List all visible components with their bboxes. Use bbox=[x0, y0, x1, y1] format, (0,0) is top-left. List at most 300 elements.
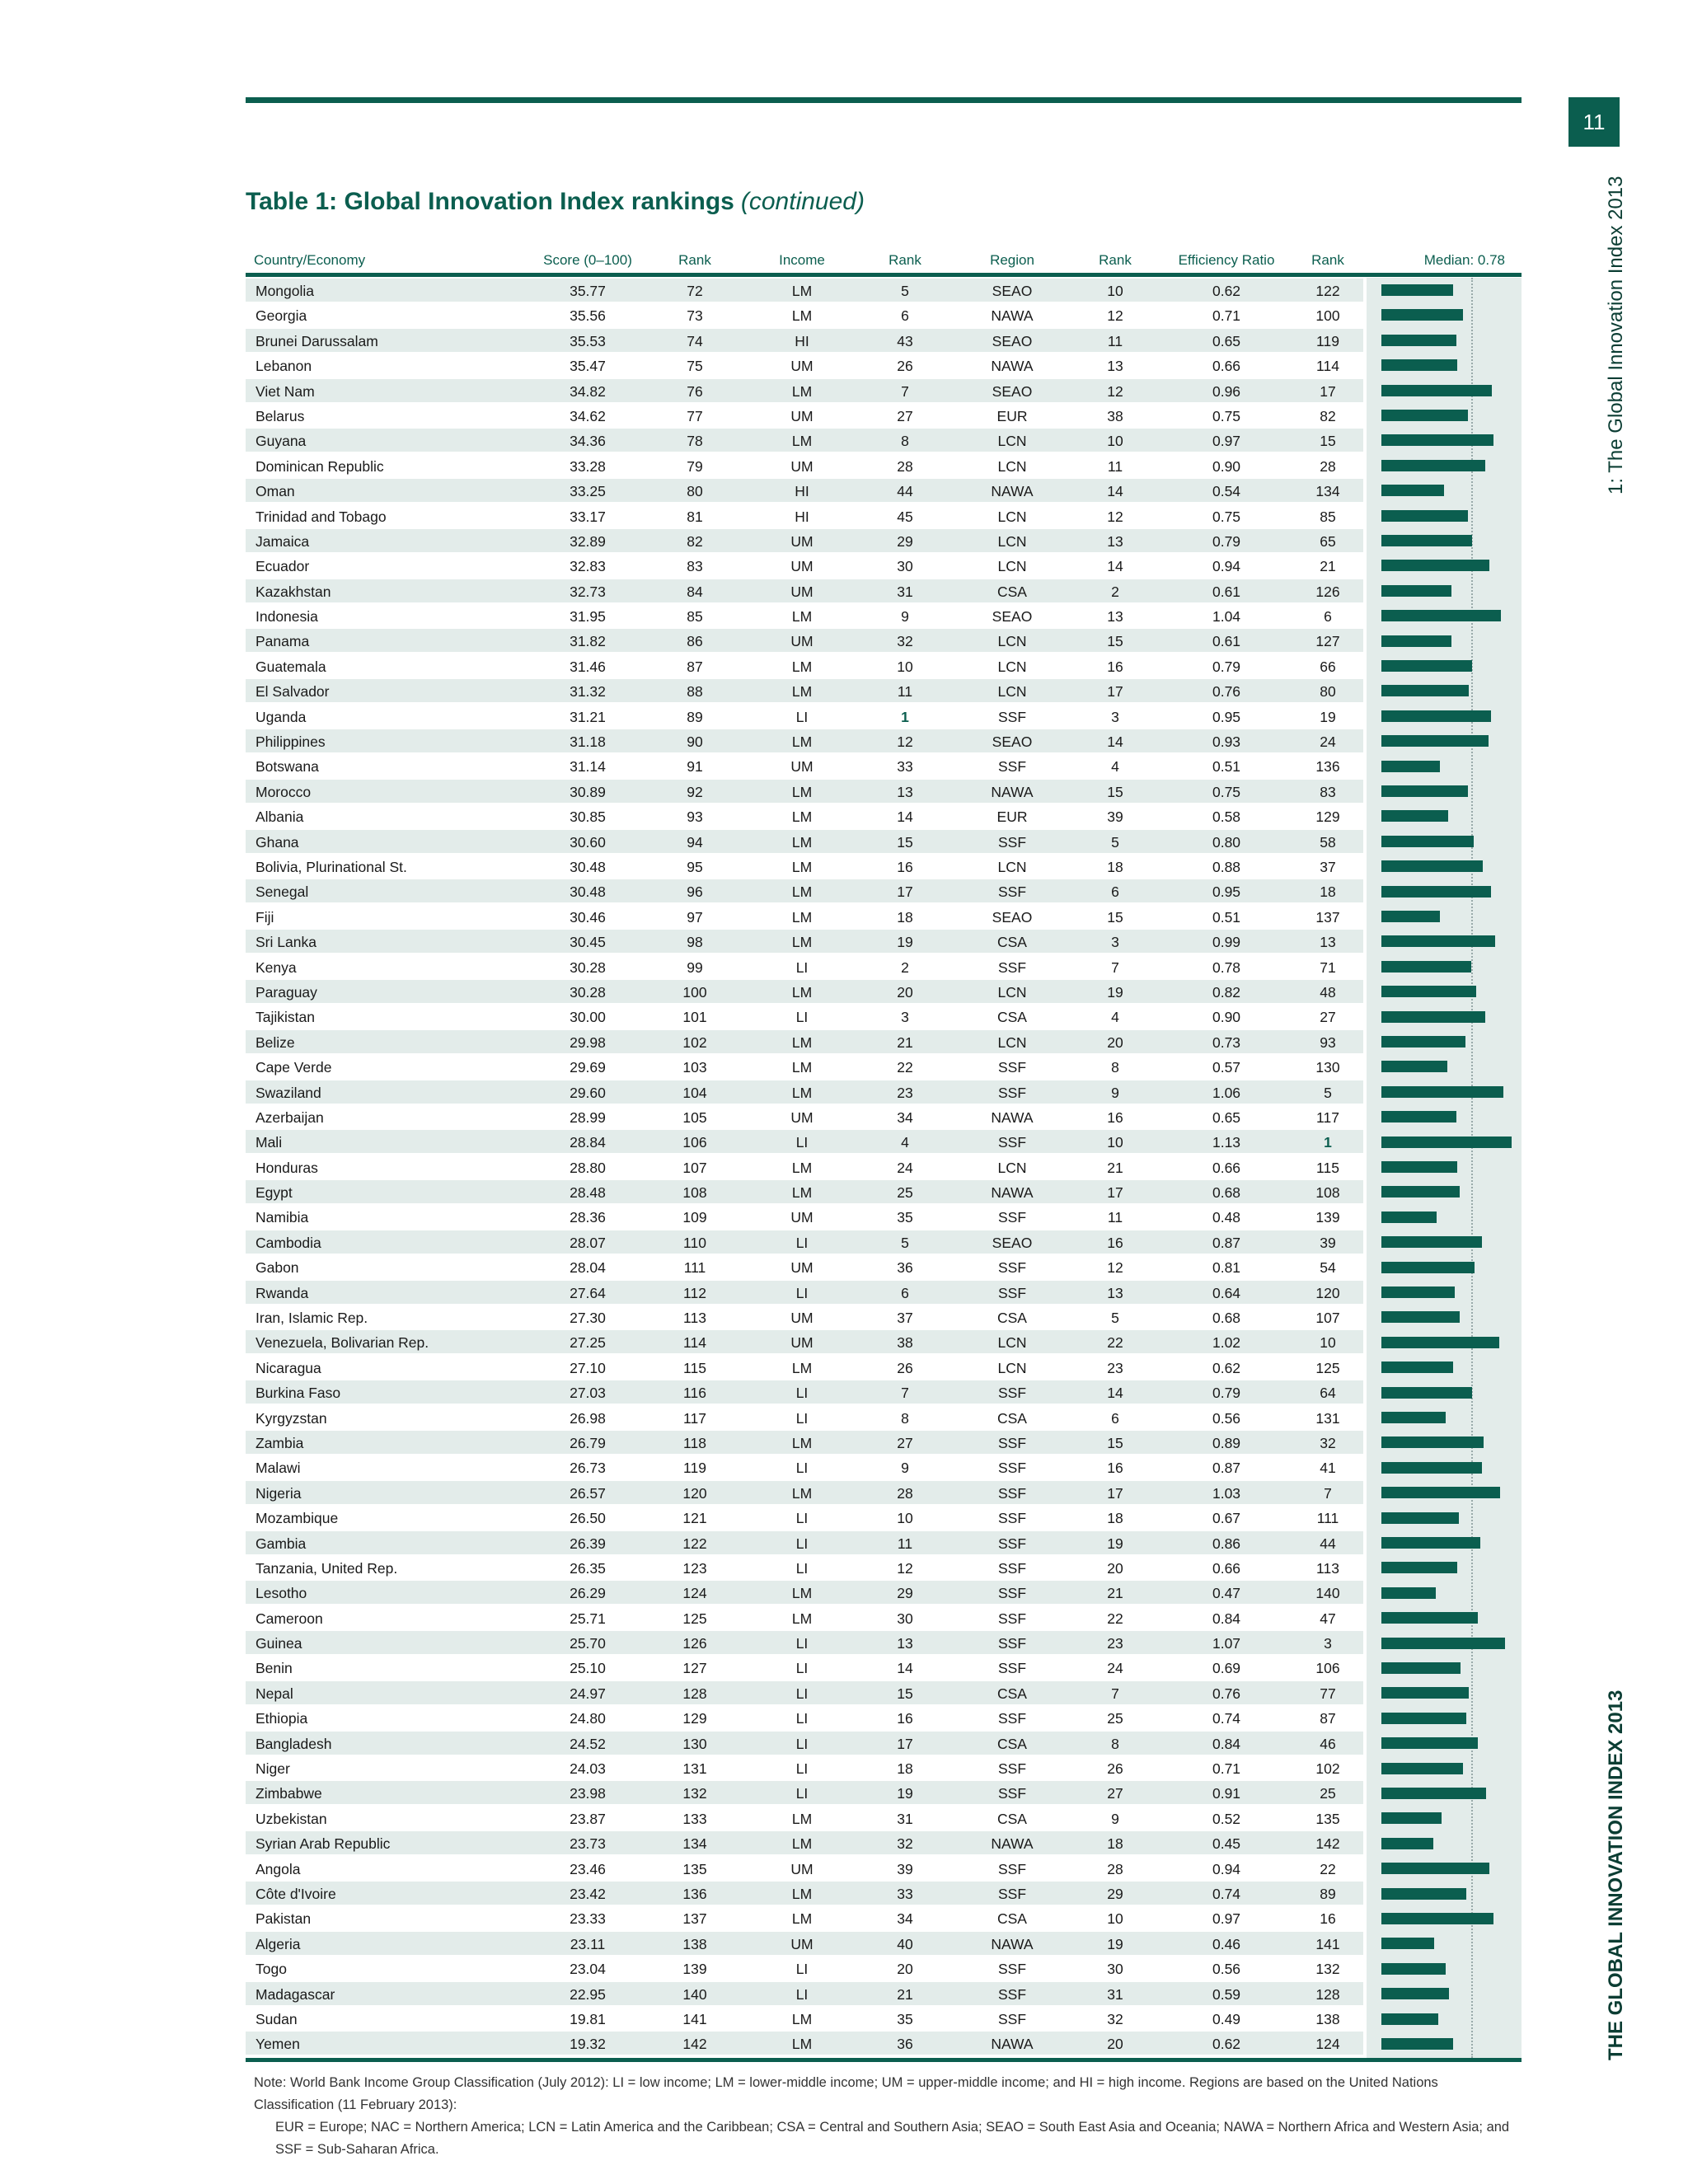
table-row bbox=[246, 954, 1522, 979]
cell-rank-efficiency: 46 bbox=[1320, 1735, 1336, 1752]
cell-rank-income: 17 bbox=[897, 883, 913, 901]
efficiency-bar bbox=[1381, 1361, 1453, 1373]
efficiency-bar bbox=[1381, 1888, 1466, 1900]
efficiency-bar bbox=[1381, 1186, 1460, 1197]
cell-rank-income: 13 bbox=[897, 783, 913, 800]
cell-rank-overall: 99 bbox=[687, 958, 703, 976]
cell-rank-efficiency: 102 bbox=[1315, 1760, 1340, 1778]
cell-region: LCN bbox=[997, 633, 1027, 650]
cell-income: UM bbox=[790, 758, 814, 776]
efficiency-bar bbox=[1381, 1412, 1446, 1423]
efficiency-bar bbox=[1381, 1036, 1465, 1047]
cell-rank-region: 13 bbox=[1107, 1284, 1123, 1301]
efficiency-bar bbox=[1381, 1011, 1485, 1023]
cell-income: LM bbox=[791, 283, 813, 299]
cell-region: SSF bbox=[997, 1510, 1027, 1527]
cell-region: LCN bbox=[997, 558, 1027, 575]
cell-rank-efficiency: 6 bbox=[1324, 608, 1332, 626]
table-row bbox=[246, 1204, 1522, 1229]
cell-income: LM bbox=[791, 382, 813, 400]
table-row bbox=[246, 704, 1522, 729]
table-row bbox=[246, 1455, 1522, 1479]
efficiency-bar bbox=[1381, 710, 1491, 722]
cell-rank-overall: 133 bbox=[682, 1810, 707, 1827]
cell-rank-region: 12 bbox=[1107, 382, 1123, 400]
efficiency-bar bbox=[1381, 1562, 1457, 1573]
cell-rank-region: 10 bbox=[1107, 433, 1123, 450]
cell-rank-income: 10 bbox=[897, 658, 913, 675]
cell-efficiency: 1.13 bbox=[1212, 1134, 1241, 1151]
cell-country: Albania bbox=[256, 808, 304, 826]
cell-rank-efficiency: 77 bbox=[1320, 1685, 1336, 1702]
cell-efficiency: 0.97 bbox=[1212, 1910, 1241, 1928]
cell-efficiency: 0.67 bbox=[1212, 1510, 1241, 1527]
cell-rank-region: 14 bbox=[1107, 1385, 1123, 1402]
cell-region: NAWA bbox=[991, 1935, 1034, 1952]
table-row bbox=[246, 1780, 1522, 1805]
efficiency-bar bbox=[1381, 1838, 1433, 1849]
table-note bbox=[254, 2072, 1515, 2161]
cell-region: SSF bbox=[997, 1134, 1027, 1151]
cell-rank-overall: 84 bbox=[687, 583, 703, 600]
cell-rank-region: 5 bbox=[1111, 833, 1119, 851]
cell-efficiency: 0.61 bbox=[1212, 633, 1241, 650]
cell-country: Swaziland bbox=[256, 1084, 321, 1101]
header-score: Score (0–100) bbox=[543, 252, 632, 268]
table-row bbox=[246, 1305, 1522, 1329]
cell-rank-income: 15 bbox=[897, 833, 913, 851]
cell-score: 24.03 bbox=[570, 1760, 606, 1778]
cell-rank-region: 20 bbox=[1107, 1033, 1123, 1051]
cell-score: 28.80 bbox=[570, 1159, 606, 1176]
cell-rank-income: 18 bbox=[897, 1760, 913, 1778]
cell-rank-region: 27 bbox=[1107, 1785, 1123, 1802]
cell-country: Algeria bbox=[256, 1935, 301, 1952]
cell-country: Malawi bbox=[256, 1460, 301, 1477]
table-row bbox=[246, 1530, 1522, 1555]
cell-rank-region: 15 bbox=[1107, 908, 1123, 926]
cell-score: 26.35 bbox=[570, 1559, 606, 1577]
cell-score: 28.04 bbox=[570, 1259, 606, 1277]
cell-score: 26.39 bbox=[570, 1535, 606, 1552]
cell-rank-region: 8 bbox=[1111, 1735, 1119, 1752]
cell-rank-income: 24 bbox=[897, 1159, 913, 1176]
table-row bbox=[246, 2006, 1522, 2031]
cell-region: SSF bbox=[997, 1535, 1027, 1552]
cell-rank-overall: 109 bbox=[682, 1209, 707, 1226]
cell-rank-income: 17 bbox=[897, 1735, 913, 1752]
table-row bbox=[246, 1380, 1522, 1404]
table-row bbox=[246, 504, 1522, 528]
cell-income: LM bbox=[791, 1585, 813, 1602]
cell-rank-overall: 83 bbox=[687, 558, 703, 575]
cell-score: 31.21 bbox=[570, 708, 606, 725]
table-row bbox=[246, 1129, 1522, 1154]
side-publication-title-text: THE GLOBAL INNOVATION INDEX 2013 bbox=[1605, 1690, 1627, 2060]
cell-region: CSA bbox=[997, 934, 1027, 951]
cell-rank-efficiency: 64 bbox=[1320, 1385, 1336, 1402]
cell-rank-region: 26 bbox=[1107, 1760, 1123, 1778]
cell-region: SSF bbox=[997, 1610, 1027, 1627]
cell-rank-overall: 116 bbox=[683, 1385, 706, 1402]
cell-score: 23.04 bbox=[570, 1961, 606, 1978]
table-row bbox=[246, 378, 1522, 403]
cell-region: SSF bbox=[997, 1484, 1027, 1502]
table-row bbox=[246, 428, 1522, 452]
cell-income: LI bbox=[795, 1559, 809, 1577]
table-row bbox=[246, 979, 1522, 1004]
cell-score: 34.36 bbox=[570, 433, 606, 450]
cell-rank-efficiency: 87 bbox=[1320, 1710, 1336, 1727]
table-row bbox=[246, 278, 1522, 302]
cell-country: Mozambique bbox=[256, 1510, 339, 1527]
cell-rank-region: 17 bbox=[1107, 683, 1123, 701]
note-line-2: EUR = Europe; NAC = Northern America; LCN = Latin America and the Caribbean; CSA = Central and Southern Asia; SEAO = South East Asia and Oceania; NAWA = Northern Africa and Western Asia; and SSF = Sub-Saharan Africa. bbox=[275, 2120, 1510, 2157]
cell-rank-efficiency: 44 bbox=[1320, 1535, 1336, 1552]
cell-rank-overall: 93 bbox=[687, 808, 703, 826]
cell-country: Paraguay bbox=[256, 983, 317, 1001]
cell-country: Georgia bbox=[256, 307, 307, 325]
cell-rank-region: 16 bbox=[1107, 658, 1123, 675]
cell-income: LI bbox=[795, 1760, 809, 1778]
table-row bbox=[246, 1104, 1522, 1129]
table-header bbox=[246, 247, 1522, 272]
cell-region: SSF bbox=[997, 1760, 1027, 1778]
table-row bbox=[246, 1280, 1522, 1305]
cell-region: LCN bbox=[997, 1159, 1027, 1176]
cell-rank-overall: 94 bbox=[687, 833, 703, 851]
table-row bbox=[246, 1931, 1522, 1956]
cell-country: Guinea bbox=[256, 1635, 302, 1652]
cell-country: Dominican Republic bbox=[256, 457, 384, 475]
cell-score: 30.48 bbox=[570, 883, 606, 901]
cell-rank-region: 15 bbox=[1107, 783, 1123, 800]
cell-rank-income: 12 bbox=[897, 733, 913, 751]
efficiency-bar bbox=[1381, 1612, 1478, 1624]
cell-income: LI bbox=[795, 1385, 809, 1402]
cell-efficiency: 0.88 bbox=[1212, 858, 1241, 875]
cell-region: SSF bbox=[997, 1209, 1027, 1226]
cell-country: Nepal bbox=[256, 1685, 293, 1702]
cell-income: LM bbox=[791, 1184, 813, 1202]
cell-income: LI bbox=[795, 1284, 809, 1301]
cell-region: EUR bbox=[996, 808, 1028, 826]
efficiency-bar bbox=[1381, 1913, 1493, 1924]
efficiency-bar bbox=[1381, 485, 1444, 496]
cell-score: 27.10 bbox=[570, 1359, 606, 1376]
efficiency-bar bbox=[1381, 1236, 1482, 1248]
cell-rank-income: 26 bbox=[897, 358, 913, 375]
cell-region: NAWA bbox=[991, 483, 1034, 500]
cell-rank-efficiency: 125 bbox=[1315, 1359, 1340, 1376]
cell-efficiency: 0.96 bbox=[1212, 382, 1241, 400]
efficiency-bar bbox=[1381, 961, 1471, 972]
cell-rank-efficiency: 100 bbox=[1315, 307, 1340, 325]
cell-score: 28.07 bbox=[570, 1234, 606, 1251]
cell-rank-income: 21 bbox=[897, 1033, 913, 1051]
efficiency-bar bbox=[1381, 410, 1468, 421]
cell-rank-efficiency: 85 bbox=[1320, 508, 1336, 525]
cell-rank-overall: 138 bbox=[682, 1935, 707, 1952]
cell-rank-region: 23 bbox=[1107, 1359, 1123, 1376]
efficiency-bar bbox=[1381, 1137, 1512, 1148]
table-row bbox=[246, 1580, 1522, 1605]
cell-rank-income: 33 bbox=[897, 758, 913, 776]
cell-rank-efficiency: 89 bbox=[1320, 1886, 1336, 1902]
cell-rank-region: 10 bbox=[1107, 1910, 1123, 1928]
cell-rank-income: 2 bbox=[901, 958, 909, 976]
cell-rank-income: 8 bbox=[901, 433, 909, 450]
cell-country: Cape Verde bbox=[256, 1059, 332, 1076]
cell-rank-efficiency: 1 bbox=[1324, 1134, 1332, 1151]
cell-score: 28.48 bbox=[570, 1184, 606, 1202]
cell-rank-region: 23 bbox=[1107, 1635, 1123, 1652]
efficiency-bar bbox=[1381, 735, 1489, 747]
cell-rank-income: 6 bbox=[901, 1284, 909, 1301]
cell-efficiency: 0.47 bbox=[1212, 1585, 1241, 1602]
cell-region: CSA bbox=[997, 1009, 1027, 1026]
cell-rank-efficiency: 13 bbox=[1320, 934, 1336, 951]
cell-rank-efficiency: 141 bbox=[1315, 1935, 1340, 1952]
cell-country: Ghana bbox=[256, 833, 299, 851]
efficiency-bar bbox=[1381, 434, 1493, 446]
cell-rank-income: 35 bbox=[897, 2010, 913, 2027]
efficiency-bar bbox=[1381, 510, 1468, 522]
cell-income: LM bbox=[791, 683, 813, 701]
cell-efficiency: 0.51 bbox=[1212, 758, 1241, 776]
efficiency-bar bbox=[1381, 785, 1468, 797]
cell-country: Oman bbox=[256, 483, 295, 500]
cell-income: LM bbox=[791, 1484, 813, 1502]
cell-rank-overall: 118 bbox=[683, 1434, 706, 1451]
cell-score: 24.52 bbox=[570, 1735, 606, 1752]
cell-rank-region: 17 bbox=[1107, 1484, 1123, 1502]
cell-rank-region: 15 bbox=[1107, 1434, 1123, 1451]
cell-rank-income: 43 bbox=[897, 332, 913, 349]
cell-rank-efficiency: 124 bbox=[1315, 2036, 1340, 2053]
efficiency-bar bbox=[1381, 1111, 1456, 1122]
cell-income: LM bbox=[791, 934, 813, 951]
cell-region: LCN bbox=[997, 983, 1027, 1001]
cell-score: 35.53 bbox=[570, 332, 606, 349]
table-title-suffix: (continued) bbox=[740, 188, 865, 215]
cell-rank-overall: 78 bbox=[687, 433, 703, 450]
cell-rank-efficiency: 24 bbox=[1320, 733, 1336, 751]
cell-rank-efficiency: 106 bbox=[1315, 1660, 1340, 1677]
cell-rank-efficiency: 47 bbox=[1320, 1610, 1336, 1627]
cell-rank-region: 6 bbox=[1111, 1409, 1119, 1427]
table-row bbox=[246, 904, 1522, 929]
cell-income: LI bbox=[795, 1785, 809, 1802]
cell-efficiency: 0.79 bbox=[1212, 532, 1241, 550]
cell-rank-income: 3 bbox=[901, 1009, 909, 1026]
cell-rank-efficiency: 142 bbox=[1315, 1835, 1340, 1853]
cell-country: Sudan bbox=[256, 2010, 298, 2027]
cell-score: 29.98 bbox=[570, 1033, 606, 1051]
table-title bbox=[246, 188, 865, 216]
cell-rank-overall: 82 bbox=[687, 532, 703, 550]
cell-rank-region: 17 bbox=[1107, 1184, 1123, 1202]
cell-rank-income: 33 bbox=[897, 1886, 913, 1902]
cell-rank-overall: 117 bbox=[683, 1409, 706, 1427]
cell-income: LM bbox=[791, 658, 813, 675]
cell-rank-efficiency: 139 bbox=[1315, 1209, 1340, 1226]
cell-rank-income: 11 bbox=[897, 683, 913, 701]
cell-efficiency: 0.75 bbox=[1212, 508, 1241, 525]
cell-rank-income: 7 bbox=[901, 382, 909, 400]
cell-region: CSA bbox=[997, 1409, 1027, 1427]
cell-income: LM bbox=[791, 858, 813, 875]
cell-country: Guyana bbox=[256, 433, 307, 450]
cell-efficiency: 1.02 bbox=[1212, 1334, 1241, 1352]
efficiency-bar bbox=[1381, 1262, 1475, 1273]
cell-region: LCN bbox=[997, 858, 1027, 875]
cell-rank-income: 39 bbox=[897, 1860, 913, 1877]
cell-rank-income: 21 bbox=[897, 1985, 913, 2003]
cell-rank-efficiency: 16 bbox=[1320, 1910, 1336, 1928]
cell-rank-income: 28 bbox=[897, 1484, 913, 1502]
cell-rank-overall: 128 bbox=[682, 1685, 707, 1702]
table-row bbox=[246, 1505, 1522, 1530]
cell-score: 31.46 bbox=[570, 658, 606, 675]
cell-income: LM bbox=[791, 1033, 813, 1051]
cell-score: 23.46 bbox=[570, 1860, 606, 1877]
cell-efficiency: 0.65 bbox=[1212, 332, 1241, 349]
cell-rank-income: 6 bbox=[901, 307, 909, 325]
note-line-1: Note: World Bank Income Group Classification (July 2012): LI = low income; LM = lower-middle income; UM = upper-middle income; and HI = high income. Regions are based on the United Nations Classification (11 February 2013): bbox=[254, 2075, 1438, 2112]
cell-efficiency: 0.65 bbox=[1212, 1108, 1241, 1126]
cell-region: SSF bbox=[997, 2010, 1027, 2027]
cell-efficiency: 0.93 bbox=[1212, 733, 1241, 751]
cell-score: 26.98 bbox=[570, 1409, 606, 1427]
cell-country: Philippines bbox=[256, 733, 326, 751]
efficiency-bar bbox=[1381, 1662, 1461, 1674]
cell-rank-overall: 102 bbox=[682, 1033, 707, 1051]
cell-income: LI bbox=[795, 1134, 809, 1151]
table-row bbox=[246, 1956, 1522, 1980]
cell-rank-overall: 75 bbox=[687, 358, 703, 375]
efficiency-bar bbox=[1381, 1863, 1489, 1874]
efficiency-bar bbox=[1381, 860, 1483, 872]
efficiency-bar bbox=[1381, 911, 1440, 922]
cell-rank-efficiency: 126 bbox=[1315, 583, 1340, 600]
cell-rank-efficiency: 136 bbox=[1315, 758, 1340, 776]
cell-country: Azerbaijan bbox=[256, 1108, 324, 1126]
table-body bbox=[246, 278, 1522, 2056]
cell-score: 32.73 bbox=[570, 583, 606, 600]
cell-efficiency: 0.66 bbox=[1212, 358, 1241, 375]
cell-rank-region: 13 bbox=[1107, 532, 1123, 550]
cell-region: LCN bbox=[997, 457, 1027, 475]
cell-region: NAWA bbox=[991, 2036, 1034, 2053]
cell-rank-region: 12 bbox=[1107, 307, 1123, 325]
table-row bbox=[246, 1080, 1522, 1104]
cell-rank-overall: 97 bbox=[687, 908, 703, 926]
cell-country: Mali bbox=[256, 1134, 283, 1151]
cell-rank-income: 12 bbox=[897, 1559, 913, 1577]
cell-rank-region: 16 bbox=[1107, 1460, 1123, 1477]
cell-rank-efficiency: 37 bbox=[1320, 858, 1336, 875]
cell-income: UM bbox=[790, 1310, 814, 1327]
cell-income: UM bbox=[790, 358, 814, 375]
cell-rank-region: 9 bbox=[1111, 1084, 1119, 1101]
cell-region: NAWA bbox=[991, 1108, 1034, 1126]
header-rank-overall: Rank bbox=[678, 252, 711, 268]
cell-rank-region: 22 bbox=[1107, 1334, 1123, 1352]
bottom-rule bbox=[246, 2058, 1522, 2062]
table-row bbox=[246, 1630, 1522, 1655]
cell-rank-income: 5 bbox=[901, 1234, 909, 1251]
cell-efficiency: 0.64 bbox=[1212, 1284, 1241, 1301]
table-row bbox=[246, 854, 1522, 879]
cell-rank-overall: 124 bbox=[682, 1585, 707, 1602]
cell-rank-income: 29 bbox=[897, 532, 913, 550]
cell-income: LI bbox=[795, 1535, 809, 1552]
cell-rank-efficiency: 122 bbox=[1315, 283, 1340, 299]
cell-rank-region: 18 bbox=[1107, 858, 1123, 875]
cell-rank-region: 10 bbox=[1107, 283, 1123, 299]
cell-region: LCN bbox=[997, 683, 1027, 701]
cell-country: Belarus bbox=[256, 407, 305, 424]
cell-efficiency: 0.78 bbox=[1212, 958, 1241, 976]
cell-score: 33.28 bbox=[570, 457, 606, 475]
cell-score: 24.80 bbox=[570, 1710, 606, 1727]
cell-country: Madagascar bbox=[256, 1985, 335, 2003]
cell-rank-efficiency: 113 bbox=[1316, 1559, 1339, 1577]
efficiency-bar bbox=[1381, 1436, 1484, 1448]
cell-rank-region: 18 bbox=[1107, 1510, 1123, 1527]
efficiency-bar bbox=[1381, 1387, 1472, 1399]
cell-efficiency: 1.07 bbox=[1212, 1635, 1241, 1652]
cell-rank-efficiency: 127 bbox=[1315, 633, 1340, 650]
cell-region: LCN bbox=[997, 433, 1027, 450]
cell-region: NAWA bbox=[991, 1184, 1034, 1202]
cell-rank-efficiency: 132 bbox=[1315, 1961, 1340, 1978]
table-row bbox=[246, 1680, 1522, 1705]
cell-rank-region: 8 bbox=[1111, 1059, 1119, 1076]
cell-rank-income: 10 bbox=[897, 1510, 913, 1527]
efficiency-bar bbox=[1381, 460, 1485, 471]
efficiency-bar bbox=[1381, 886, 1491, 898]
table-row bbox=[246, 1655, 1522, 1680]
header-rank-region: Rank bbox=[1099, 252, 1132, 268]
cell-rank-region: 3 bbox=[1111, 934, 1119, 951]
cell-score: 30.28 bbox=[570, 958, 606, 976]
cell-region: SSF bbox=[997, 1259, 1027, 1277]
cell-score: 33.25 bbox=[570, 483, 606, 500]
cell-rank-efficiency: 39 bbox=[1320, 1234, 1336, 1251]
cell-rank-overall: 125 bbox=[682, 1610, 707, 1627]
efficiency-bar bbox=[1381, 1988, 1449, 1999]
table-row bbox=[246, 302, 1522, 327]
cell-rank-efficiency: 131 bbox=[1315, 1409, 1340, 1427]
table-row bbox=[246, 1806, 1522, 1830]
cell-rank-overall: 106 bbox=[682, 1134, 707, 1151]
cell-rank-overall: 88 bbox=[687, 683, 703, 701]
cell-rank-overall: 87 bbox=[687, 658, 703, 675]
cell-income: UM bbox=[790, 1108, 814, 1126]
cell-country: Viet Nam bbox=[256, 382, 315, 400]
cell-rank-overall: 96 bbox=[687, 883, 703, 901]
cell-score: 30.46 bbox=[570, 908, 606, 926]
cell-rank-region: 12 bbox=[1107, 508, 1123, 525]
cell-rank-region: 29 bbox=[1107, 1886, 1123, 1902]
cell-rank-region: 12 bbox=[1107, 1259, 1123, 1277]
cell-rank-region: 14 bbox=[1107, 558, 1123, 575]
cell-efficiency: 0.79 bbox=[1212, 658, 1241, 675]
cell-efficiency: 0.87 bbox=[1212, 1234, 1241, 1251]
cell-region: SSF bbox=[997, 1710, 1027, 1727]
